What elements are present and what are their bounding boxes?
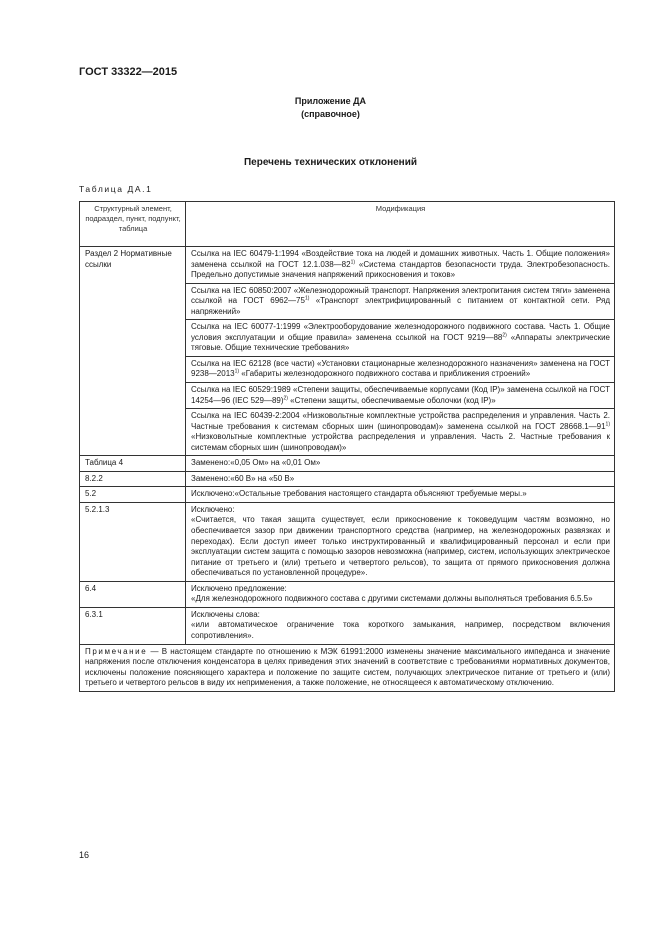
row-modification: Исключено предложение: «Для железнодорожного подвижного состава с другими системами должны выполняться требования 6.5.5»	[186, 581, 615, 607]
appendix-subtitle: (справочное)	[301, 109, 360, 119]
row-modification: Ссылка на IEC 62128 (все части) «Установки стационарные железнодорожного назначения» заменена на ГОСТ 9238—2013$^{1)}$ «Габариты железнодорожного подвижного состава и приближения строений»	[186, 356, 615, 382]
document-title: Перечень технических отклонений	[243, 157, 418, 168]
row-element: 6.3.1	[80, 607, 186, 644]
note-text: — В настоящем стандарте по отношению к МЭК 61991:2000 изменены значение максимального импеданса и значение напряжения после отключения конденсатора в целях приведения этих значений в соответствие с требованиями нормативных документов, исключены положение поясняющего характера и положение по защите систем, получающих электрическое питание от третьего и (или) третьего и четвертого рельсов в виду их неприменения, а также положение, не относящееся к автоматическому отключению.	[85, 646, 610, 688]
row-modification: Ссылка на IEC 60479-1:1994 «Воздействие тока на людей и домашних животных. Часть 1. Общие положения» заменена ссылкой на ГОСТ 12.1.038—82$^{1)}$ «Система стандартов безопасности труда. Электробезопасность. Предельно допустимые значения напряжений прикосновения и токов»	[186, 247, 615, 284]
table-label: Таблица ДА.1	[79, 184, 153, 194]
row-element: 5.2	[80, 487, 186, 503]
row-modification: Ссылка на IEC 60077-1:1999 «Электрооборудование железнодорожного подвижного состава. Часть 1. Общие условия эксплуатации и общие правила» заменена ссылкой на ГОСТ 9219—88$^{2)}$ «Аппараты электрические тяговые. Общие технические требования»	[186, 320, 615, 357]
table-row	[80, 607, 615, 644]
appendix-title: Приложение ДА	[294, 96, 367, 106]
col-header-element: Структурный элемент, подраздел, пункт, подпункт, таблица	[80, 202, 186, 247]
note-label: Примечание	[85, 646, 148, 656]
table-row	[80, 247, 615, 284]
row-modification: Ссылка на IEC 60850:2007 «Железнодорожный транспорт. Напряжения электропитания систем тяги» заменена ссылкой на ГОСТ 6962—75$^{1)}$ «Транспорт электрифицированный с питанием от контактной сети. Ряд напряжений»	[186, 283, 615, 320]
row-modification: Ссылка на IEC 60529:1989 «Степени защиты, обеспечиваемые корпусами (Код IP)» заменена ссылкой на ГОСТ 14254—96 (IEC 529—89)$^{2)}$ «Степени защиты, обеспечиваемые оболочки (код IP)»	[186, 383, 615, 409]
table-row	[80, 456, 615, 472]
page-number: 16	[79, 850, 90, 860]
row-element-section2: Раздел 2 Нормативные ссылки	[80, 247, 186, 456]
table-note	[80, 644, 615, 691]
row-modification: Исключены слова: «или автоматическое ограничение тока короткого замыкания, например, посредством включения сопротивления».	[186, 607, 615, 644]
table-row	[80, 502, 615, 581]
table-note-row	[80, 644, 615, 691]
row-element: 8.2.2	[80, 471, 186, 487]
row-element: 5.2.1.3	[80, 502, 186, 581]
row-modification: Исключено:«Остальные требования настоящего стандарта объясняют требуемые меры.»	[186, 487, 615, 503]
row-modification: Заменено:«60 В» на «50 В»	[186, 471, 615, 487]
table-row	[80, 487, 615, 503]
document-header: ГОСТ 33322—2015	[79, 66, 178, 78]
row-element: Таблица 4	[80, 456, 186, 472]
deviations-table	[79, 201, 615, 692]
row-modification: Заменено:«0,05 Ом» на «0,01 Ом»	[186, 456, 615, 472]
table-row	[80, 471, 615, 487]
col-header-modification: Модификация	[186, 202, 615, 247]
row-element: 6.4	[80, 581, 186, 607]
row-modification: Исключено: «Считается, что такая защита существует, если прикосновение к токоведущим частям возможно, но обеспечивается зазор при движении транспортного средства (например, на железнодорожных развязках и переходах). Если доступ имеет только инструктированный и квалифицированный персонал и если при эксплуатации систем защита с помощью зазоров невозможна (например, систем, использующих электрическое питание от третьего и (или) третьего и четвертого рельсов), то защита от прямого прикосновения должна обеспечиваться по установленной процедуре».	[186, 502, 615, 581]
table-row	[80, 581, 615, 607]
table-header-row	[80, 202, 615, 247]
row-modification: Ссылка на IEC 60439-2:2004 «Низковольтные комплектные устройства распределения и управления. Часть 2. Частные требования к системам сборных шин (шинопроводам)» заменена ссылкой на ГОСТ 28668.1—91$^{1)}$ «Низковольтные комплектные устройства распределения и управления. Часть 2. Частные требования к системам сборных шин (шинопроводам)»	[186, 409, 615, 456]
